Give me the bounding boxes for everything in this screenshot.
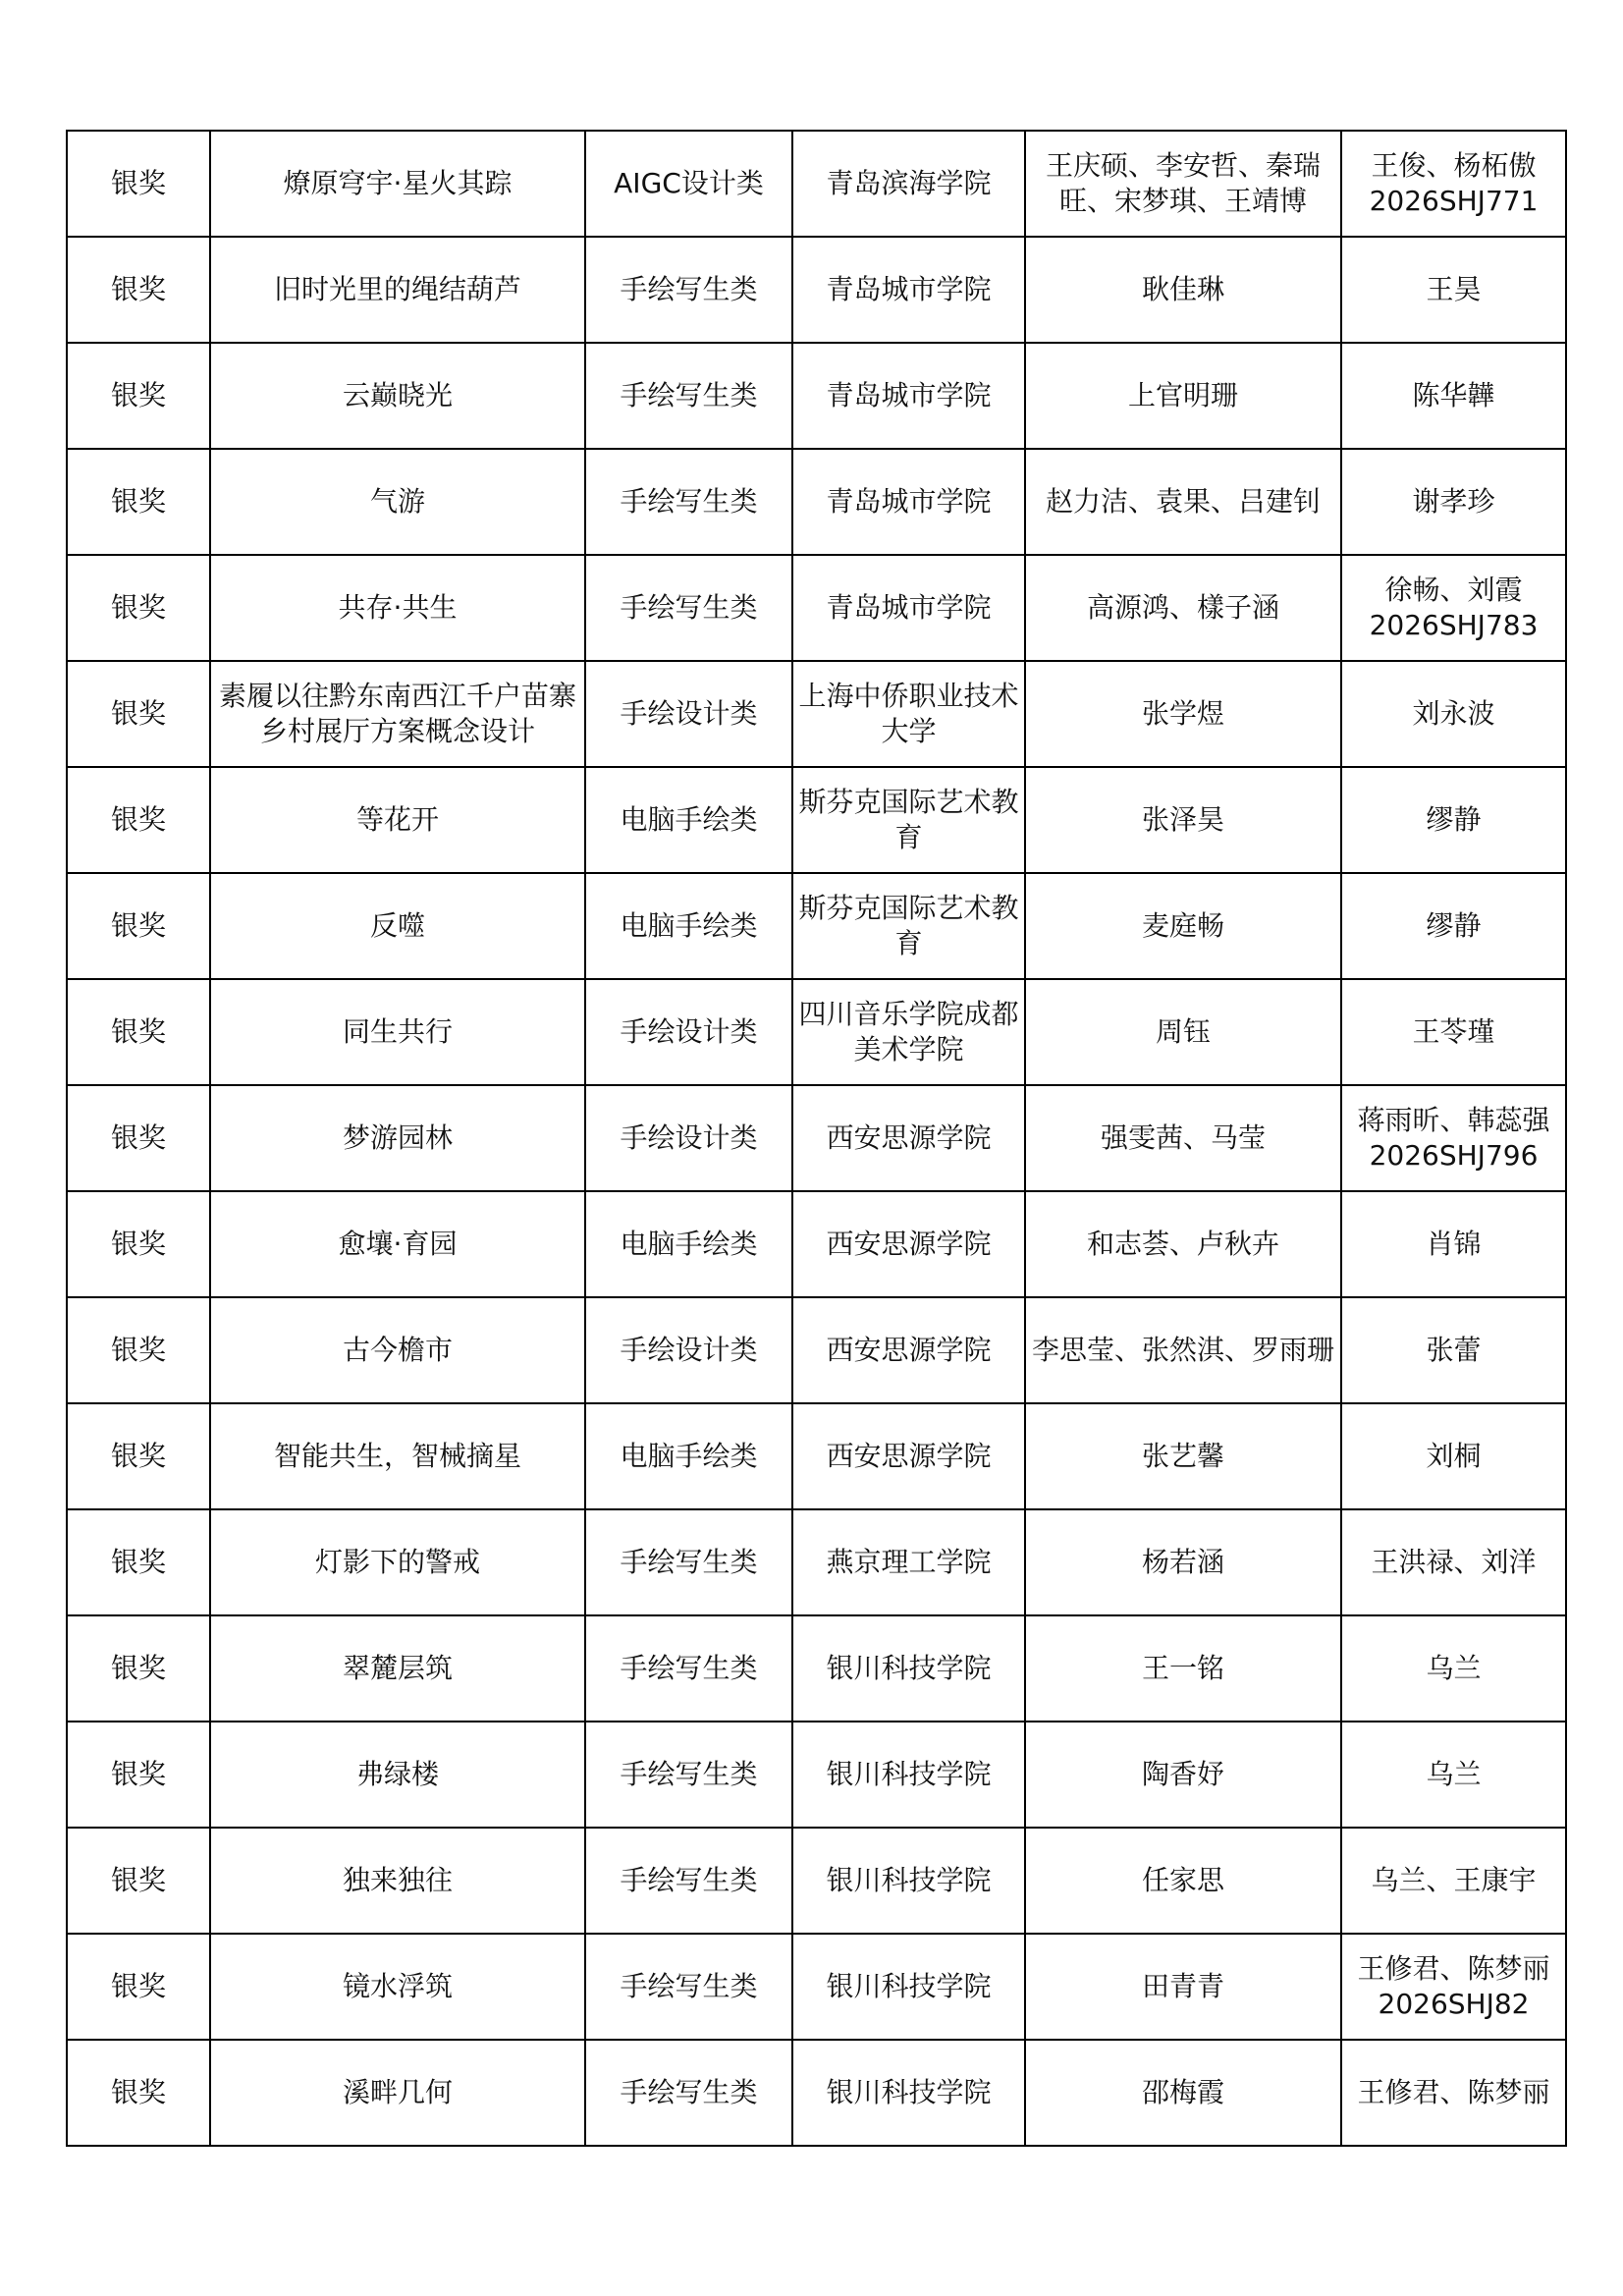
school-cell-text: 银川科技学院 [826,1652,992,1684]
teacher-cell [1341,131,1566,237]
teacher-cell-text: 缪静 [1426,803,1482,836]
table-row [67,767,1566,873]
students-cell-text: 张艺馨 [1141,1440,1224,1472]
students-cell-text: 高源鸿、樣子涵 [1086,591,1279,624]
award-cell [67,131,210,237]
table-row [67,1615,1566,1722]
school-cell-text: 青岛城市学院 [826,591,992,624]
award-cell-text: 银奖 [110,803,166,836]
award-cell [67,555,210,661]
table-row [67,1722,1566,1828]
students-cell-text: 陶香妤 [1141,1758,1224,1790]
students-cell [1025,1509,1341,1615]
table-row [67,1403,1566,1509]
teacher-cell [1341,1509,1566,1615]
students-cell [1025,1934,1341,2040]
teacher-cell [1341,979,1566,1085]
school-cell [792,1085,1025,1191]
teacher-cell-text: 谢孝珍 [1412,485,1495,518]
work-title-cell-text: 反噬 [369,909,425,942]
teacher-cell-text: 乌兰、王康宇 [1371,1864,1537,1896]
teacher-cell [1341,1828,1566,1934]
school-cell-text: 西安思源学院 [826,1334,992,1366]
category-cell-text: 手绘设计类 [620,1121,758,1154]
category-cell-text: 手绘设计类 [620,697,758,730]
award-cell [67,1722,210,1828]
teacher-cell-text: 刘永波 [1412,697,1495,730]
school-cell [792,1934,1025,2040]
work-title-cell-text: 素履以往黔东南西江千户苗寨乡村展厅方案概念设计 [218,680,576,747]
students-cell [1025,1191,1341,1297]
teacher-cell [1341,1722,1566,1828]
teacher-cell-text: 王修君、陈梦丽 [1357,2076,1550,2108]
school-cell [792,1403,1025,1509]
award-cell [67,237,210,343]
school-cell [792,979,1025,1085]
students-cell-text: 张泽昊 [1141,803,1224,836]
award-cell [67,873,210,979]
students-cell-text: 和志荟、卢秋卉 [1086,1228,1279,1260]
award-cell-text: 银奖 [110,1970,166,2002]
work-title-cell [210,343,585,449]
work-title-cell [210,1403,585,1509]
students-cell [1025,449,1341,555]
work-title-cell [210,661,585,767]
teacher-cell-text: 王苓瑾 [1412,1015,1495,1048]
students-cell [1025,1085,1341,1191]
work-title-cell [210,237,585,343]
students-cell [1025,1828,1341,1934]
school-cell-text: 银川科技学院 [826,2076,992,2108]
school-cell [792,1722,1025,1828]
teacher-cell-text: 刘桐 [1426,1440,1482,1472]
teacher-cell-text: 乌兰 [1426,1652,1482,1684]
category-cell-text: 手绘设计类 [620,1015,758,1048]
award-cell-text: 银奖 [110,485,166,518]
category-cell [585,343,792,449]
work-title-cell [210,979,585,1085]
work-title-cell-text: 溪畔几何 [342,2076,453,2108]
award-cell-text: 银奖 [110,1546,166,1578]
teacher-cell-text: 陈华韡 [1412,379,1495,411]
teacher-cell [1341,449,1566,555]
category-cell [585,131,792,237]
award-cell [67,1934,210,2040]
teacher-cell [1341,1297,1566,1403]
award-cell-text: 银奖 [110,1758,166,1790]
teacher-cell [1341,661,1566,767]
school-cell-text: 斯芬克国际艺术教育 [798,786,1019,853]
school-cell [792,1615,1025,1722]
students-cell-text: 赵力洁、袁果、吕建钊 [1045,485,1321,518]
award-cell-text: 银奖 [110,2076,166,2108]
school-cell-text: 银川科技学院 [826,1970,992,2002]
category-cell [585,1085,792,1191]
award-cell [67,1191,210,1297]
school-cell-text: 西安思源学院 [826,1440,992,1472]
school-cell-text: 燕京理工学院 [826,1546,992,1578]
category-cell-text: 手绘写生类 [620,273,758,305]
work-title-cell [210,131,585,237]
school-cell-text: 青岛城市学院 [826,485,992,518]
award-cell-text: 银奖 [110,1440,166,1472]
work-title-cell [210,2040,585,2146]
school-cell-text: 四川音乐学院成都美术学院 [798,998,1019,1066]
table-row [67,131,1566,237]
category-cell-text: 手绘写生类 [620,1758,758,1790]
work-title-cell-text: 燎原穹宇·星火其踪 [283,167,513,199]
work-title-cell-text: 镜水浮筑 [342,1970,453,2002]
students-cell [1025,343,1341,449]
table-row [67,1509,1566,1615]
work-title-cell [210,555,585,661]
work-title-cell [210,1297,585,1403]
entry-code: 2026SHJ82 [1378,1988,1530,2020]
table-row [67,1934,1566,2040]
category-cell-text: AIGC设计类 [614,167,764,199]
work-title-cell-text: 气游 [369,485,425,518]
category-cell-text: 手绘写生类 [620,1970,758,2002]
table-row [67,1297,1566,1403]
teacher-cell-text: 乌兰 [1426,1758,1482,1790]
school-cell [792,131,1025,237]
school-cell [792,237,1025,343]
award-cell [67,979,210,1085]
category-cell [585,1615,792,1722]
award-cell-text: 银奖 [110,697,166,730]
category-cell-text: 手绘写生类 [620,1546,758,1578]
teacher-cell-text: 王昊 [1426,273,1482,305]
work-title-cell [210,1828,585,1934]
table-row [67,1828,1566,1934]
students-cell [1025,1403,1341,1509]
teacher-cell-text: 王修君、陈梦丽 [1357,1952,1550,1985]
school-cell [792,555,1025,661]
teacher-cell-text: 张蕾 [1426,1334,1482,1366]
students-cell-text: 上官明珊 [1127,379,1238,411]
entry-code: 2026SHJ796 [1369,1139,1539,1172]
table-row [67,979,1566,1085]
award-cell [67,1615,210,1722]
school-cell-text: 青岛城市学院 [826,273,992,305]
work-title-cell-text: 同生共行 [342,1015,453,1048]
award-cell [67,1828,210,1934]
award-cell-text: 银奖 [110,273,166,305]
work-title-cell [210,1934,585,2040]
work-title-cell-text: 旧时光里的绳结葫芦 [273,273,521,305]
award-cell [67,1085,210,1191]
awards-table-body [67,131,1566,2146]
award-cell-text: 银奖 [110,1652,166,1684]
school-cell-text: 银川科技学院 [826,1758,992,1790]
category-cell [585,1191,792,1297]
work-title-cell-text: 古今檐市 [342,1334,453,1366]
category-cell-text: 手绘设计类 [620,1334,758,1366]
category-cell [585,1509,792,1615]
students-cell [1025,1615,1341,1722]
teacher-cell-text: 蒋雨昕、韩蕊强 [1357,1104,1550,1136]
students-cell-text: 王庆硕、李安哲、秦瑞旺、宋梦琪、王靖博 [1045,149,1321,217]
category-cell-text: 手绘写生类 [620,485,758,518]
table-row [67,237,1566,343]
school-cell [792,1191,1025,1297]
award-cell-text: 银奖 [110,1334,166,1366]
table-row [67,873,1566,979]
students-cell-text: 强雯茜、马莹 [1100,1121,1266,1154]
category-cell [585,979,792,1085]
category-cell [585,1828,792,1934]
category-cell [585,661,792,767]
category-cell [585,2040,792,2146]
teacher-cell-text: 王俊、杨柘傲 [1371,149,1537,182]
school-cell [792,1828,1025,1934]
award-cell-text: 银奖 [110,167,166,199]
teacher-cell [1341,1191,1566,1297]
table-row [67,1191,1566,1297]
work-title-cell [210,1615,585,1722]
work-title-cell [210,1722,585,1828]
students-cell-text: 王一铭 [1141,1652,1224,1684]
category-cell-text: 电脑手绘类 [620,803,758,836]
work-title-cell [210,767,585,873]
work-title-cell-text: 云巅晓光 [342,379,453,411]
work-title-cell [210,1191,585,1297]
category-cell-text: 手绘写生类 [620,379,758,411]
teacher-cell [1341,237,1566,343]
work-title-cell [210,449,585,555]
award-cell [67,661,210,767]
students-cell-text: 田青青 [1141,1970,1224,2002]
students-cell-text: 麦庭畅 [1141,909,1224,942]
category-cell [585,449,792,555]
students-cell [1025,2040,1341,2146]
category-cell [585,555,792,661]
category-cell-text: 手绘写生类 [620,1652,758,1684]
teacher-cell-text: 缪静 [1426,909,1482,942]
school-cell [792,343,1025,449]
category-cell-text: 电脑手绘类 [620,909,758,942]
work-title-cell [210,873,585,979]
work-title-cell-text: 愈壤·育园 [338,1228,458,1260]
award-cell-text: 银奖 [110,1121,166,1154]
table-row [67,2040,1566,2146]
work-title-cell-text: 梦游园林 [342,1121,453,1154]
category-cell [585,1934,792,2040]
students-cell [1025,767,1341,873]
award-cell [67,343,210,449]
work-title-cell-text: 翠麓层筑 [342,1652,453,1684]
table-row [67,661,1566,767]
students-cell [1025,555,1341,661]
teacher-cell [1341,343,1566,449]
award-cell-text: 银奖 [110,379,166,411]
entry-code: 2026SHJ771 [1369,185,1539,217]
category-cell-text: 手绘写生类 [620,591,758,624]
teacher-cell [1341,555,1566,661]
category-cell [585,237,792,343]
work-title-cell-text: 弗绿楼 [355,1758,439,1790]
students-cell-text: 耿佳琳 [1141,273,1224,305]
students-cell-text: 李思莹、张然淇、罗雨珊 [1031,1334,1334,1366]
students-cell [1025,237,1341,343]
students-cell-text: 周钰 [1155,1015,1211,1048]
teacher-cell [1341,873,1566,979]
table-row [67,449,1566,555]
category-cell [585,1722,792,1828]
students-cell-text: 张学煜 [1141,697,1224,730]
award-cell [67,1297,210,1403]
students-cell-text: 任家思 [1141,1864,1224,1896]
teacher-cell [1341,767,1566,873]
students-cell [1025,1297,1341,1403]
category-cell-text: 手绘写生类 [620,2076,758,2108]
school-cell [792,1509,1025,1615]
teacher-cell [1341,1615,1566,1722]
work-title-cell-text: 等花开 [355,803,439,836]
award-cell [67,1403,210,1509]
table-row [67,343,1566,449]
school-cell [792,2040,1025,2146]
students-cell-text: 杨若涵 [1141,1546,1224,1578]
award-cell [67,767,210,873]
category-cell [585,767,792,873]
award-cell [67,2040,210,2146]
teacher-cell [1341,1934,1566,2040]
school-cell [792,449,1025,555]
students-cell [1025,131,1341,237]
students-cell [1025,1722,1341,1828]
teacher-cell [1341,1085,1566,1191]
category-cell [585,1403,792,1509]
award-cell-text: 银奖 [110,909,166,942]
table-row [67,1085,1566,1191]
work-title-cell-text: 灯影下的警戒 [314,1546,480,1578]
award-cell-text: 银奖 [110,1015,166,1048]
award-cell-text: 银奖 [110,1864,166,1896]
students-cell [1025,661,1341,767]
school-cell [792,661,1025,767]
school-cell-text: 银川科技学院 [826,1864,992,1896]
students-cell [1025,873,1341,979]
students-cell [1025,979,1341,1085]
award-cell-text: 银奖 [110,1228,166,1260]
teacher-cell [1341,2040,1566,2146]
teacher-cell-text: 王洪禄、刘洋 [1371,1546,1537,1578]
entry-code: 2026SHJ783 [1369,609,1539,641]
students-cell-text: 邵梅霞 [1141,2076,1224,2108]
work-title-cell [210,1509,585,1615]
category-cell-text: 电脑手绘类 [620,1440,758,1472]
school-cell-text: 西安思源学院 [826,1121,992,1154]
school-cell [792,1297,1025,1403]
school-cell-text: 斯芬克国际艺术教育 [798,892,1019,959]
work-title-cell [210,1085,585,1191]
category-cell [585,873,792,979]
school-cell-text: 青岛滨海学院 [826,167,992,199]
school-cell [792,767,1025,873]
school-cell-text: 青岛城市学院 [826,379,992,411]
school-cell [792,873,1025,979]
category-cell-text: 电脑手绘类 [620,1228,758,1260]
category-cell [585,1297,792,1403]
category-cell-text: 手绘写生类 [620,1864,758,1896]
teacher-cell-text: 徐畅、刘霞 [1384,574,1523,606]
award-cell [67,1509,210,1615]
table-row [67,555,1566,661]
work-title-cell-text: 独来独往 [342,1864,453,1896]
school-cell-text: 西安思源学院 [826,1228,992,1260]
work-title-cell-text: 共存·共生 [338,591,458,624]
work-title-cell-text: 智能共生，智械摘星 [273,1440,521,1472]
teacher-cell-text: 肖锦 [1426,1228,1482,1260]
award-cell-text: 银奖 [110,591,166,624]
award-cell [67,449,210,555]
school-cell-text: 上海中侨职业技术大学 [798,680,1019,747]
awards-table [66,130,1567,2147]
teacher-cell [1341,1403,1566,1509]
